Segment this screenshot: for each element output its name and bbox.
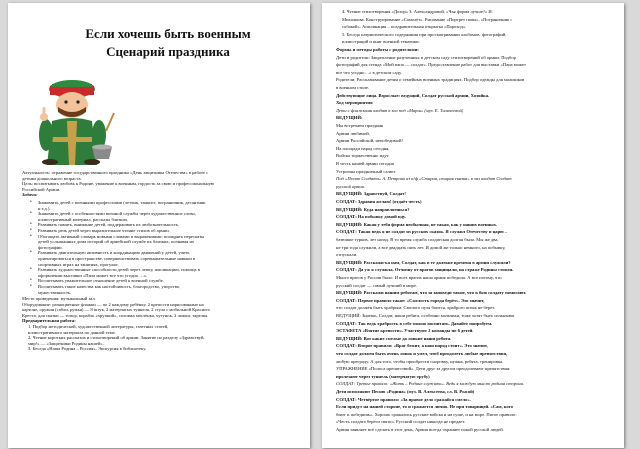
script-line: что солдат должен быть храбрым. Смелого пуля боится, храброго штык не берет. <box>336 305 495 311</box>
script-line: Армия заявляет всё сделать в этот день, Армия всегда охраняет покой русской людей. <box>336 427 504 432</box>
script-line: Войска торжественно идут. <box>336 153 390 159</box>
task-item: Знакомить детей с особенностями военной службы через художественное слово, <box>38 211 196 217</box>
script-line: ВЕДУЩИЙ: Вот какие смелые да ловкие наши ребята. <box>336 335 452 341</box>
script-line: СОЛДАТ: Такая ведь я не солдат из русских сказок. Я служил Отечеству и царю – <box>336 229 508 235</box>
bullet-icon: • <box>30 233 32 239</box>
script-line: СОЛДАТ: Первое правило такое: «Смелость города берёт». Это значит, <box>336 297 485 303</box>
script-line: отпускали. <box>336 252 358 258</box>
intro-line: детьми дошкольного возраста. <box>22 175 82 181</box>
footer-line: иллюстративного материала по данной теме. <box>28 329 116 335</box>
script-line: ВЕДУЩИЙ: Расскажи нашим ребятам, что за заповеди такие, что в бою солдату помогают. <box>336 290 527 296</box>
script-line: русский солдат — самый лучший в мире. <box>336 282 418 288</box>
script-line: Михалкова. Конструирование «Самолёт». Рисование «Портрет папы», «Пограничник с <box>342 16 513 22</box>
soldier-illustration-icon <box>22 73 122 165</box>
script-line: иллюстраций и книг военной тематики. <box>342 39 420 45</box>
script-line: пролезают через туннель (матерчатую трубу) <box>336 373 430 379</box>
script-line: Ход мероприятия <box>336 100 373 106</box>
script-line: ВЕДУЩИЙ: Расскажи-ка нам, Солдат, как в те далекие времена в армии служили? <box>336 259 511 265</box>
task-item: мужественность. <box>38 289 72 295</box>
script-line: Если придут на нашей стороне, то и сражается лично. Не при товарищей. «Сам, кого <box>336 404 513 410</box>
document-subtitle: Сценарий праздника <box>106 44 230 59</box>
script-line: русской армии. <box>336 183 366 189</box>
script-line: Дети с флажками входят в зал под «Марш» (муз. Е. Тиличеевой) <box>336 107 464 113</box>
script-line: в военном стиле. <box>336 85 370 90</box>
footer-line: 3. Беседа «Наша Родина – Россия». Экскурсия в библиотеку. <box>28 346 147 352</box>
intro-line: Актуальность: отражение государственного праздника «День защитника Отечества» в работе с <box>22 170 209 175</box>
script-line: 4. Чтение стихотворения «Дозор» З. Александровой, «Чья форма лучше?» И. <box>342 9 493 14</box>
script-line: Действующие лица. Взрослые: ведущий, Солдат русской армии, Хозяйка. <box>336 92 490 98</box>
script-line: СОЛДАТ: На побывку домой иду. <box>336 214 406 220</box>
script-line: В честь нашей армии сегодня <box>336 161 394 166</box>
bullet-icon: • <box>30 222 32 228</box>
script-line: ВЕДУЩИЙ: <box>336 115 363 121</box>
script-line: все что угодно…» в детском саду. <box>336 69 403 75</box>
script-line: бьют и победишь». Хорошо сражались русские войска и на суше, и на море. Пятое правило: <box>336 411 517 417</box>
script-line: 5. Беседа патриотического содержания при просматривании альбомов, фотографий, <box>342 31 507 37</box>
task-item: спортивных играх на занятиях, прогулке. <box>38 261 119 267</box>
script-line: Армии любимой, <box>336 130 370 136</box>
script-line: «Честь солдата береги свято». Русский солдат никогда не предает. <box>336 419 466 425</box>
script-line: ВЕДУЩИЙ: Знаешь, Солдат, наши ребята, особенно мальчики, тоже хотят быть сильными. <box>336 313 516 318</box>
script-line: СОЛДАТ: Здравия желаю! (отдаёт честь) <box>336 199 422 204</box>
script-line: УПРАЖНЕНИЕ «Полоса препятствий». Дети друг за другом преодолевают препятствия: <box>336 366 511 372</box>
footer-line: 1. Подбор методической, художественной литературы, газетных статей, <box>28 324 169 329</box>
footer-line: Предварительная работа: <box>22 318 76 324</box>
script-line: СОЛДАТ: Второе правило: «Враг бежит, а наш народ стоит». Это значит, <box>336 343 488 349</box>
script-line: Устроены праздничный салют. <box>336 168 397 174</box>
script-line: фотографий для стенда «Мой папа — солдат». Предоставление работ для выставки «Папа может <box>336 62 526 68</box>
script-line: Дети и родители: Закрепление разученных в детском саду стихотворений об армии. Подбор <box>336 54 516 60</box>
script-line: СОЛДАТ: Четвёртое правило: «За правое дело сражайся смело». <box>336 396 471 402</box>
task-item: детей услышанных дома историй об армейской службе их близких, познавая их <box>38 239 195 245</box>
task-item: Обогащать активный словарь новыми словами и выражениями; поощрять пересказы <box>38 233 205 239</box>
bullet-icon: • <box>30 200 32 205</box>
task-item: ориентироваться в пространстве, совершенствовать соревновательные навыки в <box>38 256 196 261</box>
footer-line: Оборудование: разноцветные флажки — по 2 каждому ребёнку, 2 крепости нарисованные на <box>22 301 204 307</box>
document-page-2 <box>322 3 624 448</box>
script-line: не три года служили, а все двадцать пять лет. И домой же только немного, на побывку, <box>336 244 506 250</box>
tasks-heading: Задачи: <box>22 192 38 198</box>
script-line: ВЕДУЩИЙ: Какая у тебя форма необычная, не такая, как у наших военных. <box>336 221 498 227</box>
script-line: Армии Российской, непобедимой! <box>336 138 403 144</box>
task-item: фотографии. <box>38 244 63 250</box>
footer-line: картоне, оружия (сабли, ружья) — 8 штук, 2 матерчатых туннеля, 2 стула с мобильной Красного <box>22 307 211 313</box>
script-line: Дети исполняют Песню «Родина» (муз. В. Алексеева, сл. В. Рысой) <box>336 389 475 394</box>
task-item: и т.д.). <box>38 205 51 211</box>
script-line: Формы и методы работы с родителями: <box>336 47 419 52</box>
bullet-icon: • <box>30 267 32 273</box>
script-line: что солдат должен быть очень ловок и умел, чтоб преодолеть любые препятствия, <box>336 351 508 356</box>
script-line: батюшке турков, лет назад. В то время служба солдатская долгая была. Мы же два, <box>336 237 499 242</box>
footer-line: Место проведения: музыкальный зал. <box>22 296 96 301</box>
script-line: Мы встречаем праздник <box>336 123 384 128</box>
script-line: СОЛДАТ: Да уж я служила. Отчизну от врагов защищали, на страже Родины стояли. <box>336 267 514 273</box>
script-line: ВЕДУЩИЙ: Здравствуй, Солдат! <box>336 191 406 197</box>
task-item: Знакомить детей с военными профессиями (летчик, танкист, пограничник, десантник <box>38 200 206 205</box>
script-line: СОЛДАТ: Так ведь храбрость в себе можно воспитать. Давайте попробуем. <box>336 320 493 326</box>
task-item: Развивать речь детей через выразительное чтение стихов об армии. <box>38 228 170 233</box>
script-line: СОЛДАТ: Третье правило: «Жить – Родине служить». Ведь я каждую мыслю родная сторона. <box>336 381 525 387</box>
document-title: Если хочешь быть военным <box>85 26 251 41</box>
intro-line: Российской Армии. <box>22 186 61 192</box>
task-item: Развивать память, внимание детей, поддерживать их любознательность. <box>38 222 180 228</box>
script-line: Под «Песню Солдата» А. Петрова из к/ф «Старая, старая сказка» в зал входит Солдат <box>336 176 512 182</box>
bullet-icon: • <box>30 228 32 233</box>
task-item: Развивать художественные способности детей через лепку, аппликацию, помощь в <box>38 267 200 273</box>
script-line: Родители: Рассказывание детям о семейных военных традициях. Подбор одежды для мальчиков <box>336 77 525 83</box>
document-page-1 <box>8 3 310 448</box>
task-item: иллюстративный материал, рассказы близких. <box>38 216 129 222</box>
task-item: Воспитывать такие качества как настойчивость, благородство, упорство, <box>38 284 181 289</box>
footer-line: Креста, для сказки — топор, корабль «хрупкий», соломка маслёнка, чугунок, 2 ложки, тарелка. <box>22 312 209 318</box>
script-line: Много врагов у России было. И всех врагов наша армия победила. А все потому, что <box>336 275 502 280</box>
task-item: оформлении выставки «Папа может все что угодно …». <box>38 272 148 278</box>
footer-line: мир!» — «Защитники Родины нашей». <box>28 340 104 346</box>
bullet-icon: • <box>30 211 32 217</box>
footer-line: 2. Чтение коротких рассказов и стихотворений об армии. Занятие по разделу «Здравствуй, <box>28 335 205 341</box>
bullet-icon: • <box>30 284 32 289</box>
script-line: ЭСТАФЕТА «Взятие крепости». Участвуют 2 команды по 6 детей. <box>336 328 474 334</box>
script-line: собакой». Аппликация – поздравительная открытка «Пароход». <box>342 24 467 30</box>
bullet-icon: • <box>30 278 32 284</box>
script-line: На площади парад сегодня, <box>336 145 390 151</box>
script-line: ВЕДУЩИЙ: Куда направляешься? <box>336 206 410 212</box>
task-item: Развивать двигательную активность и координацию движений у детей, учить <box>38 250 190 256</box>
bullet-icon: • <box>30 250 32 256</box>
script-line: любую преграду. А для того, чтобы приобрести сноровку, нужна, ребята, тренировка. <box>336 358 504 364</box>
task-item: Воспитывать уважительное отношение детей к военной службе. <box>38 278 164 284</box>
intro-line: Цель: воспитывать любовь к Родине, уважение к военным, гордость за свою и профессиональную <box>22 181 215 187</box>
